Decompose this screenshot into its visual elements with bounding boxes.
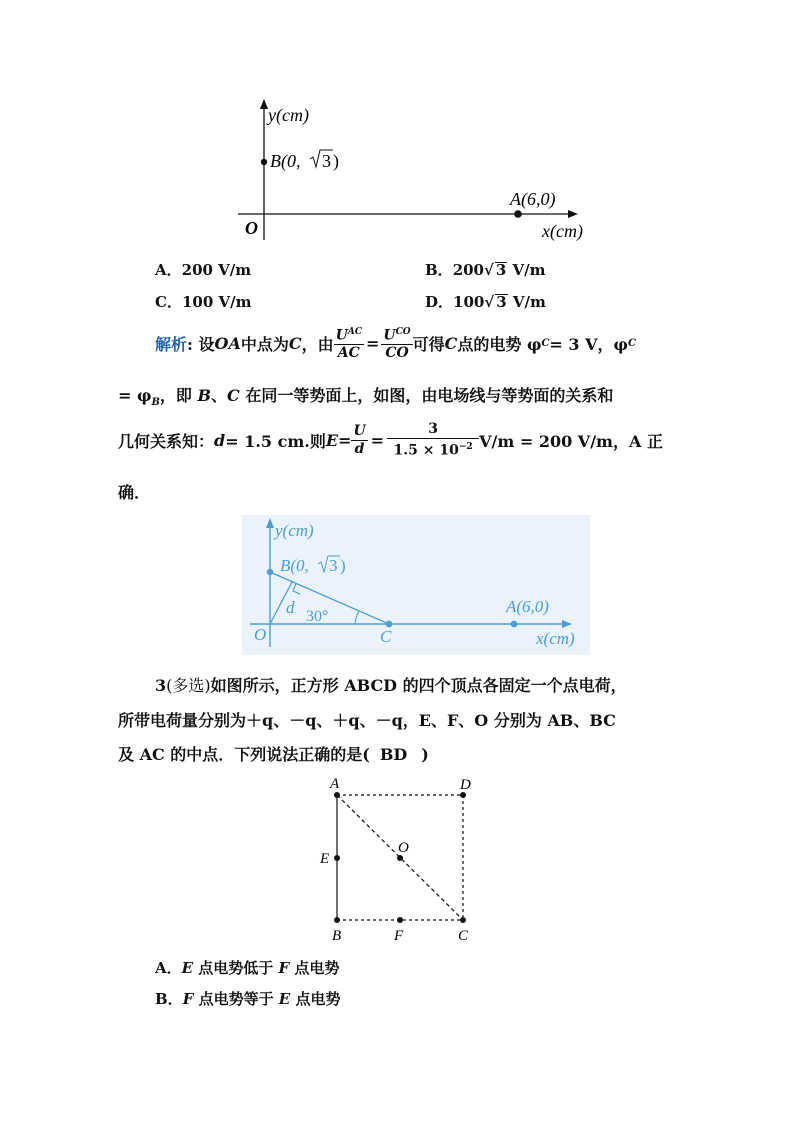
q2-option-c[interactable] [155, 291, 251, 312]
subscript-c: C [628, 337, 636, 349]
vertex-c-dot [460, 917, 466, 923]
analysis-var-d: d [214, 430, 226, 450]
fraction-sup: −2 [458, 441, 473, 452]
analysis-text: 在同一等势面上，如图，由电场线与等势面的关系和 [239, 386, 614, 405]
figure1-coordinate-plot [230, 95, 610, 245]
option-var: E [181, 959, 194, 977]
analysis-var-c: C [227, 386, 240, 405]
analysis-line-2 [118, 383, 613, 408]
analysis-text: ，即 [159, 386, 198, 405]
equals-sign: = [338, 430, 352, 450]
figure2-y-label: y(cm) [275, 521, 314, 540]
option-letter: A． [155, 959, 182, 977]
fraction-num: U [335, 327, 348, 344]
option-var: F [278, 959, 290, 977]
figure2-point-b-close: ) [340, 556, 346, 575]
fraction-num: U [383, 327, 396, 344]
figure1-x-label: x(cm) [542, 221, 583, 241]
figure1-point-b [261, 159, 267, 165]
figure2-origin-label: O [254, 625, 267, 644]
figure1-point-a-label: A(6,0) [510, 189, 556, 209]
midpoint-f-dot [397, 917, 403, 923]
q2-option-b-suffix: V/m [507, 261, 546, 279]
analysis-tag: 解析 [155, 334, 188, 354]
figure1-point-b-label: B(0, [270, 151, 301, 171]
label-c: C [458, 928, 469, 944]
figure1-point-b-root: 3 [322, 151, 331, 171]
analysis-text: V/m = 200 V/m，A 正 [479, 431, 663, 451]
figure2-point-b-label: B(0, [280, 556, 309, 575]
figure1-y-label: y(cm) [268, 105, 309, 125]
analysis-text: 确． [118, 483, 151, 502]
figure2-point-b [267, 569, 273, 575]
fraction-uco-over-co [381, 324, 412, 363]
analysis-text: : 设 [187, 334, 215, 354]
q2-option-c-letter: C． [155, 293, 182, 311]
option-letter: B． [155, 990, 183, 1008]
analysis-var-c: C [288, 333, 302, 353]
fraction-uac-over-ac [334, 324, 364, 363]
option-var: E [278, 990, 291, 1008]
q2-option-d-prefix: 100 [453, 293, 485, 311]
q2-option-d-letter: D． [425, 293, 454, 311]
q2-option-b-letter: B． [425, 261, 453, 279]
q2-option-d-root: 3 [496, 293, 507, 311]
fraction-num: U [353, 422, 366, 439]
question-text: 如图所示，正方形 ABCD 的四个顶点各固定一个点电荷， [210, 676, 627, 695]
q2-option-d[interactable] [425, 291, 546, 312]
q2-option-d-suffix: V/m [507, 293, 546, 311]
analysis-text: 点的电势 φ [457, 334, 542, 354]
analysis-line-4 [118, 480, 150, 503]
figure2-point-b-root: 3 [329, 556, 338, 575]
q2-option-c-value: 100 V/m [181, 293, 252, 311]
question3-line-3 [118, 742, 429, 765]
analysis-text: = φ [118, 386, 152, 405]
fraction-u-over-d [351, 423, 367, 458]
analysis-text: 、 [211, 386, 228, 405]
subscript-c: C [541, 337, 550, 349]
figure3-square-diagram [310, 772, 490, 947]
fraction-sup: AC [347, 326, 362, 337]
analysis-line-1 [155, 322, 636, 364]
q2-option-a-value: 200 V/m [181, 261, 252, 279]
figure2-point-a [511, 621, 518, 628]
q3-option-b[interactable] [155, 988, 340, 1009]
figure2-x-label: x(cm) [536, 629, 575, 648]
label-f: F [394, 928, 404, 944]
option-text: 点电势 [290, 990, 341, 1008]
label-e: E [320, 851, 330, 867]
fraction-3-over-value [387, 421, 479, 460]
fraction-den: AC [337, 345, 360, 362]
question-number: 3 [155, 676, 167, 695]
q2-option-b[interactable] [425, 259, 546, 280]
figure1-point-a [514, 210, 522, 218]
sqrt-icon: √ [484, 293, 495, 311]
question-text: 及 AC 的中点．下列说法正确的是( [118, 745, 370, 764]
label-d: D [460, 777, 471, 793]
analysis-line-3 [118, 418, 663, 462]
analysis-text: 几何关系知： [118, 431, 215, 451]
q2-option-b-prefix: 200 [452, 261, 484, 279]
question-tag: (多选) [166, 676, 211, 695]
midpoint-e-dot [334, 855, 340, 861]
option-text: 点电势 [289, 959, 340, 977]
sqrt-icon: √ [484, 261, 494, 279]
q2-option-a-letter: A． [155, 261, 182, 279]
figure1-point-b-close: ) [333, 151, 339, 171]
vertex-a-dot [334, 792, 340, 798]
vertex-b-dot [334, 917, 340, 923]
question-text: ) [421, 745, 429, 764]
subscript-b: B [151, 397, 160, 409]
figure1-x-arrow [568, 210, 578, 218]
q3-option-a[interactable] [155, 957, 339, 978]
q2-option-a[interactable] [155, 259, 251, 280]
equals-sign: = [366, 333, 380, 353]
figure1-y-arrow [260, 99, 268, 109]
analysis-var-oa: OA [214, 333, 241, 353]
option-text: 点电势低于 [193, 959, 279, 977]
fraction-den: CO [385, 345, 409, 362]
question3-line-1 [155, 673, 627, 696]
question3-line-2 [118, 708, 616, 731]
fraction-num: 3 [387, 421, 479, 439]
question-text: 所带电荷量分别为＋q、－q、＋q、－q，E、F、O 分别为 AB、BC [118, 711, 616, 730]
figure2-angle-label: 30° [306, 608, 329, 625]
figure2-point-c-label: C [380, 627, 392, 646]
fraction-den-base: 1.5 × 10 [393, 442, 459, 459]
figure2-point-a-label: A(6,0) [506, 597, 549, 616]
analysis-var-c: C [444, 333, 458, 353]
analysis-var-b: B [197, 386, 212, 405]
analysis-text: = 3 V，φ [549, 334, 628, 354]
figure2-analysis-plot [242, 515, 590, 655]
fraction-den: d [354, 440, 365, 457]
option-var: F [182, 990, 194, 1008]
analysis-text: ，由 [301, 334, 334, 354]
analysis-text: 中点为 [240, 334, 289, 354]
analysis-text: = 1.5 cm.则 [225, 431, 326, 451]
label-a: A [330, 776, 340, 792]
analysis-var-e: E [325, 430, 339, 450]
figure2-d-label: d [286, 598, 295, 617]
answer-text: BD [379, 745, 408, 764]
analysis-text: 可得 [412, 334, 445, 354]
figure1-origin-label: O [245, 218, 258, 238]
fraction-den [387, 439, 479, 460]
q2-option-b-root: 3 [495, 261, 507, 279]
label-b: B [332, 928, 342, 944]
option-text: 点电势等于 [193, 990, 279, 1008]
fraction-sup: CO [395, 326, 411, 337]
label-o: O [398, 840, 409, 856]
equals-sign: = [370, 430, 385, 450]
